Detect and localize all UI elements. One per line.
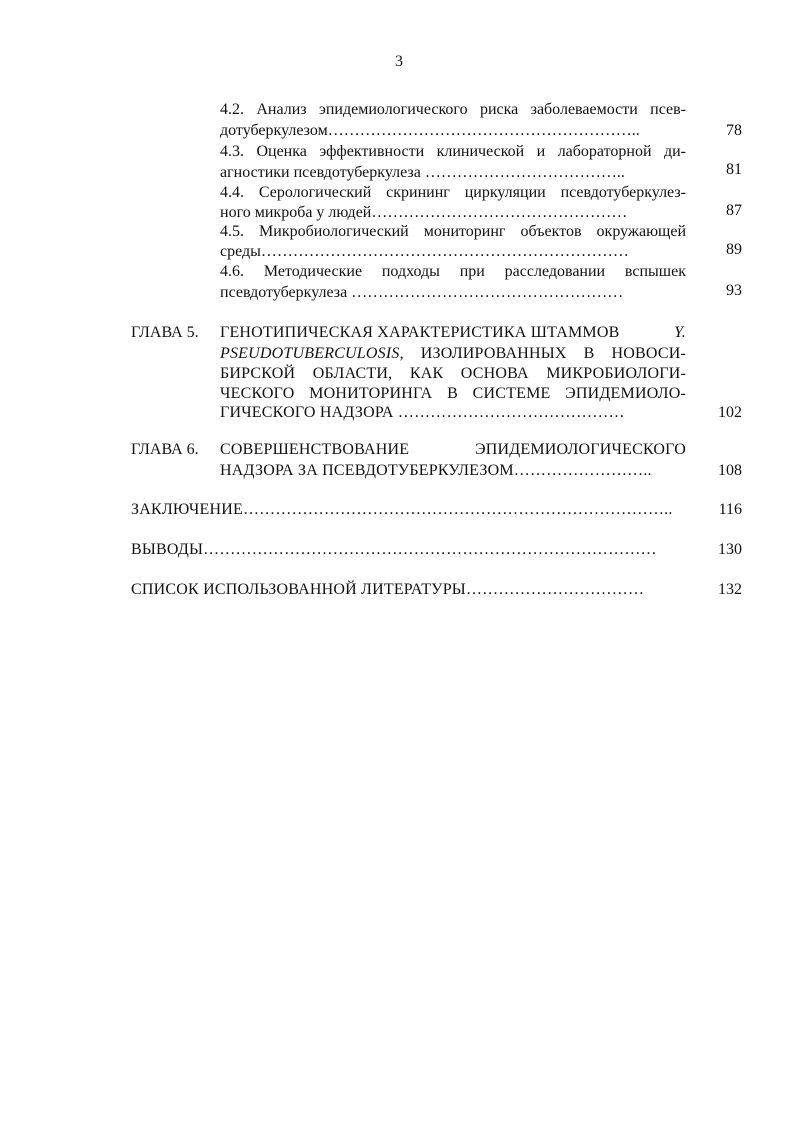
toc-page-number: 108: [718, 462, 742, 479]
toc-entry-text: БИРСКОЙ ОБЛАСТИ, КАК ОСНОВА МИКРОБИОЛОГИ-: [220, 365, 686, 382]
toc-entry-text: 4.2. Анализ эпидемиологического риска заболеваемости псев-: [220, 101, 686, 118]
chapter-label: ГЛАВА 6.: [131, 441, 199, 458]
species-name: PSEUDOTUBERCULOSIS: [220, 345, 400, 362]
toc-page-number: 89: [726, 241, 742, 258]
toc-entry-text: 4.5. Микробиологический мониторинг объектов окружающей: [220, 223, 686, 240]
toc-entry-text: ЗАКЛЮЧЕНИЕ……………………………………………………………………..: [131, 501, 673, 518]
toc-page-number: 102: [718, 404, 742, 421]
toc-entry-text: 4.6. Методические подходы при расследовании вспышек: [220, 263, 686, 280]
toc-entry-text: ЧЕСКОГО МОНИТОРИНГА В СИСТЕМЕ ЭПИДЕМИОЛО-: [220, 385, 686, 402]
page-number: 3: [395, 53, 403, 70]
toc-page-number: 132: [718, 581, 742, 598]
toc-entry-text: 4.4. Серологический скрининг циркуляции псевдотуберкулез-: [220, 184, 686, 201]
toc-entry-text: ГЕНОТИПИЧЕСКАЯ ХАРАКТЕРИСТИКА ШТАММОВ: [220, 324, 620, 341]
toc-entry-text: 4.3. Оценка эффективности клинической и лабораторной ди-: [220, 143, 686, 160]
toc-page-number: 78: [726, 122, 742, 139]
toc-page-number: 93: [726, 282, 742, 299]
toc-entry-text: ГИЧЕСКОГО НАДЗОРА ……………………………………: [220, 404, 625, 421]
toc-entry-italic: Y.: [674, 324, 686, 341]
toc-entry-text: ного микроба у людей…………………………………………: [220, 204, 628, 221]
toc-entry-text: дотуберкулезом…………………………………………………..: [220, 122, 640, 139]
toc-page-number: 116: [718, 501, 742, 518]
toc-entry-text: псевдотуберкулеза ……………………………………………: [220, 284, 624, 301]
toc-entry-text: агностики псевдотуберкулеза ………………………………..: [220, 164, 625, 181]
toc-entry-line: [220, 344, 686, 364]
toc-entry-text: СПИСОК ИСПОЛЬЗОВАННОЙ ЛИТЕРАТУРЫ……………………………: [131, 581, 645, 598]
toc-entry-text: среды……………………………………………………………: [220, 243, 629, 260]
toc-entry-text: , ИЗОЛИРОВАННЫХ В НОВОСИ-: [399, 345, 686, 362]
toc-entry-text: ВЫВОДЫ…………………………………………………………………………: [131, 541, 657, 558]
toc-entry-text: НАДЗОРА ЗА ПСЕВДОТУБЕРКУЛЕЗОМ……………………..: [220, 462, 652, 479]
toc-page-number: 130: [718, 541, 742, 558]
toc-entry-text: СОВЕРШЕНСТВОВАНИЕ ЭПИДЕМИОЛОГИЧЕСКОГО: [220, 441, 686, 458]
chapter-label: ГЛАВА 5.: [131, 324, 199, 341]
toc-entry-line: [220, 323, 686, 343]
toc-page-number: 81: [726, 161, 742, 178]
toc-page-number: 87: [726, 202, 742, 219]
